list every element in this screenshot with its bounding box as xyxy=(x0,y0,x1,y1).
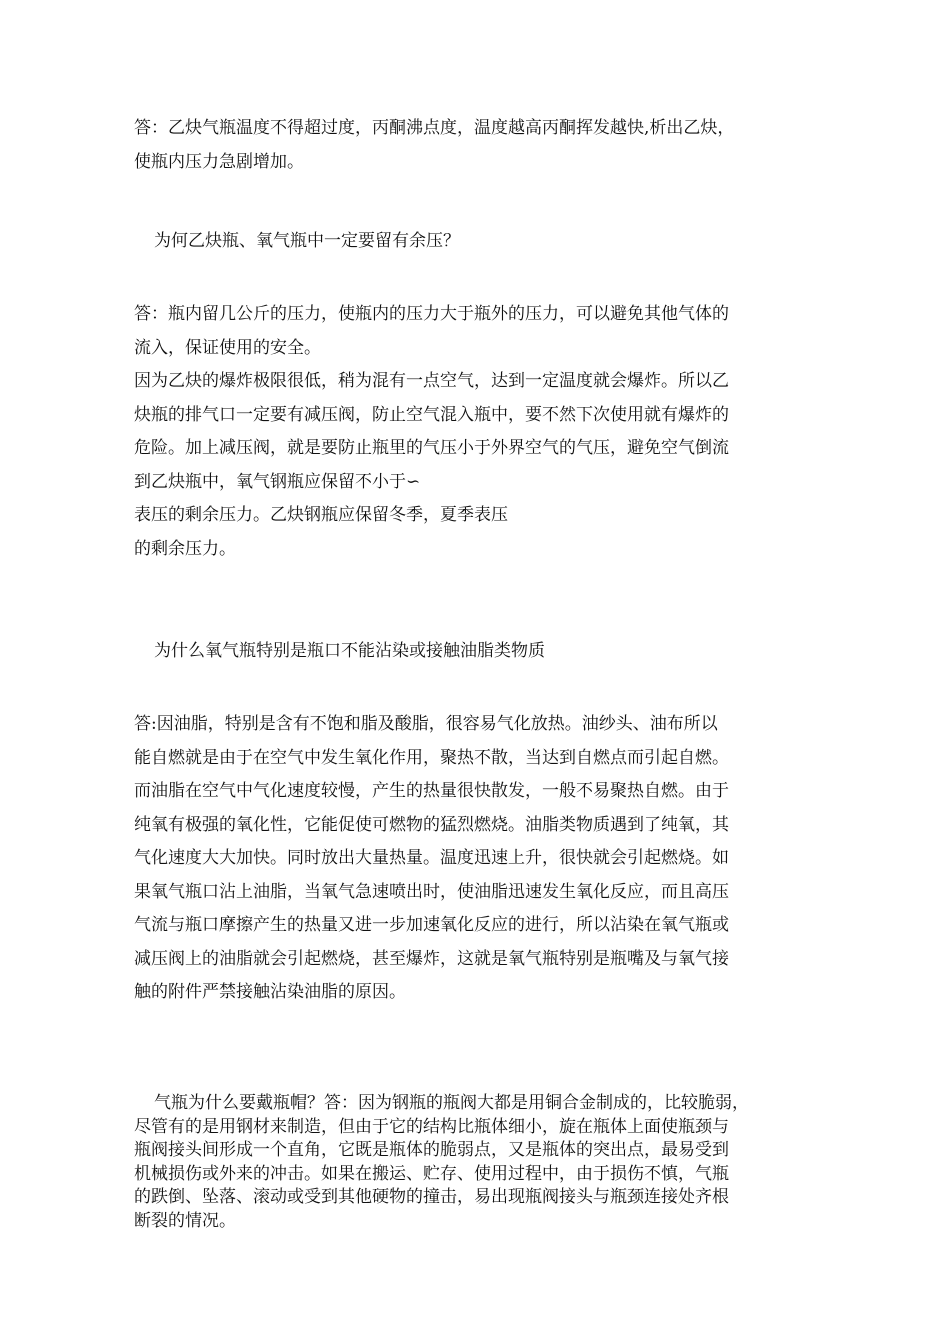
answer-3-line: 能自燃就是由于在空气中发生氧化作用，聚热不散，当达到自燃点而引起自燃。 xyxy=(134,747,729,768)
answer-3-line: 触的附件严禁接触沾染油脂的原因。 xyxy=(134,982,406,1002)
answer-2-line: 流入，保证使用的安全。 xyxy=(134,337,321,358)
answer-3-line: 气化速度大大加快。同时放出大量热量。温度迅速上升，很快就会引起燃烧。如 xyxy=(134,848,729,868)
qa-4-line: 机械损伤或外来的冲击。如果在搬运、贮存、使用过程中，由于损伤不慎，气瓶 xyxy=(134,1163,729,1184)
answer-2-line: 因为乙炔的爆炸极限很低，稍为混有一点空气，达到一定温度就会爆炸。所以乙 xyxy=(134,371,729,391)
qa-4-line: 尽管有的是用钢材来制造，但由于它的结构比瓶体细小，旋在瓶体上面使瓶颈与 xyxy=(134,1116,729,1137)
qa-4-line: 瓶阀接头间形成一个直角，它既是瓶体的脆弱点，又是瓶体的突出点，最易受到 xyxy=(134,1140,729,1160)
answer-2-line: 表压的剩余压力。乙炔钢瓶应保留冬季，夏季表压 xyxy=(134,505,508,525)
answer-2-line: 到乙炔瓶中，氧气钢瓶应保留不小于∽ xyxy=(134,471,421,492)
qa-4-line: 的跌倒、坠落、滚动或受到其他硬物的撞击，易出现瓶阀接头与瓶颈连接处齐根 xyxy=(134,1187,729,1207)
question-3-text: 为什么氧气瓶特别是瓶口不能沾染或接触油脂类物质 xyxy=(154,641,545,661)
answer-2-line: 炔瓶的排气口一定要有减压阀，防止空气混入瓶中，要不然下次使用就有爆炸的 xyxy=(134,404,729,425)
question-2 xyxy=(134,225,824,259)
answer-1-line: 答：乙炔气瓶温度不得超过度，丙酮沸点度，温度越高丙酮挥发越快,析出乙炔， xyxy=(134,118,735,138)
answer-2-line: 的剩余压力。 xyxy=(134,538,236,559)
answer-2-line: 危险。加上减压阀，就是要防止瓶里的气压小于外界空气的气压，避免空气倒流 xyxy=(134,438,729,458)
answer-1-line: 使瓶内压力急剧增加。 xyxy=(134,151,304,172)
answer-3-line: 而油脂在空气中气化速度较慢，产生的热量很快散发，一般不易聚热自燃。由于 xyxy=(134,781,729,801)
question-2-text: 为何乙炔瓶、氧气瓶中一定要留有余压？ xyxy=(154,231,460,251)
answer-1 xyxy=(134,112,824,179)
answer-3-line: 减压阀上的油脂就会引起燃烧，甚至爆炸，这就是氧气瓶特别是瓶嘴及与氧气接 xyxy=(134,948,729,969)
question-3 xyxy=(134,635,824,669)
answer-3-line: 果氧气瓶口沾上油脂，当氧气急速喷出时，使油脂迅速发生氧化反应，而且高压 xyxy=(134,881,729,902)
answer-2 xyxy=(134,298,824,566)
qa-4-line: 气瓶为什么要戴瓶帽？答：因为钢瓶的瓶阀大都是用铜合金制成的，比较脆弱， xyxy=(154,1093,749,1113)
answer-3 xyxy=(134,708,824,1010)
answer-2-line: 答：瓶内留几公斤的压力，使瓶内的压力大于瓶外的压力，可以避免其他气体的 xyxy=(134,304,729,324)
answer-3-line: 气流与瓶口摩擦产生的热量又进一步加速氧化反应的进行，所以沾染在氧气瓶或 xyxy=(134,915,729,935)
qa-4-line: 断裂的情况。 xyxy=(134,1210,236,1231)
answer-3-line: 纯氧有极强的氧化性，它能促使可燃物的猛烈燃烧。油脂类物质遇到了纯氧，其 xyxy=(134,814,729,835)
qa-4 xyxy=(134,1092,824,1233)
answer-3-line: 答:因油脂，特别是含有不饱和脂及酸脂，很容易气化放热。油纱头、油布所以 xyxy=(134,714,718,734)
